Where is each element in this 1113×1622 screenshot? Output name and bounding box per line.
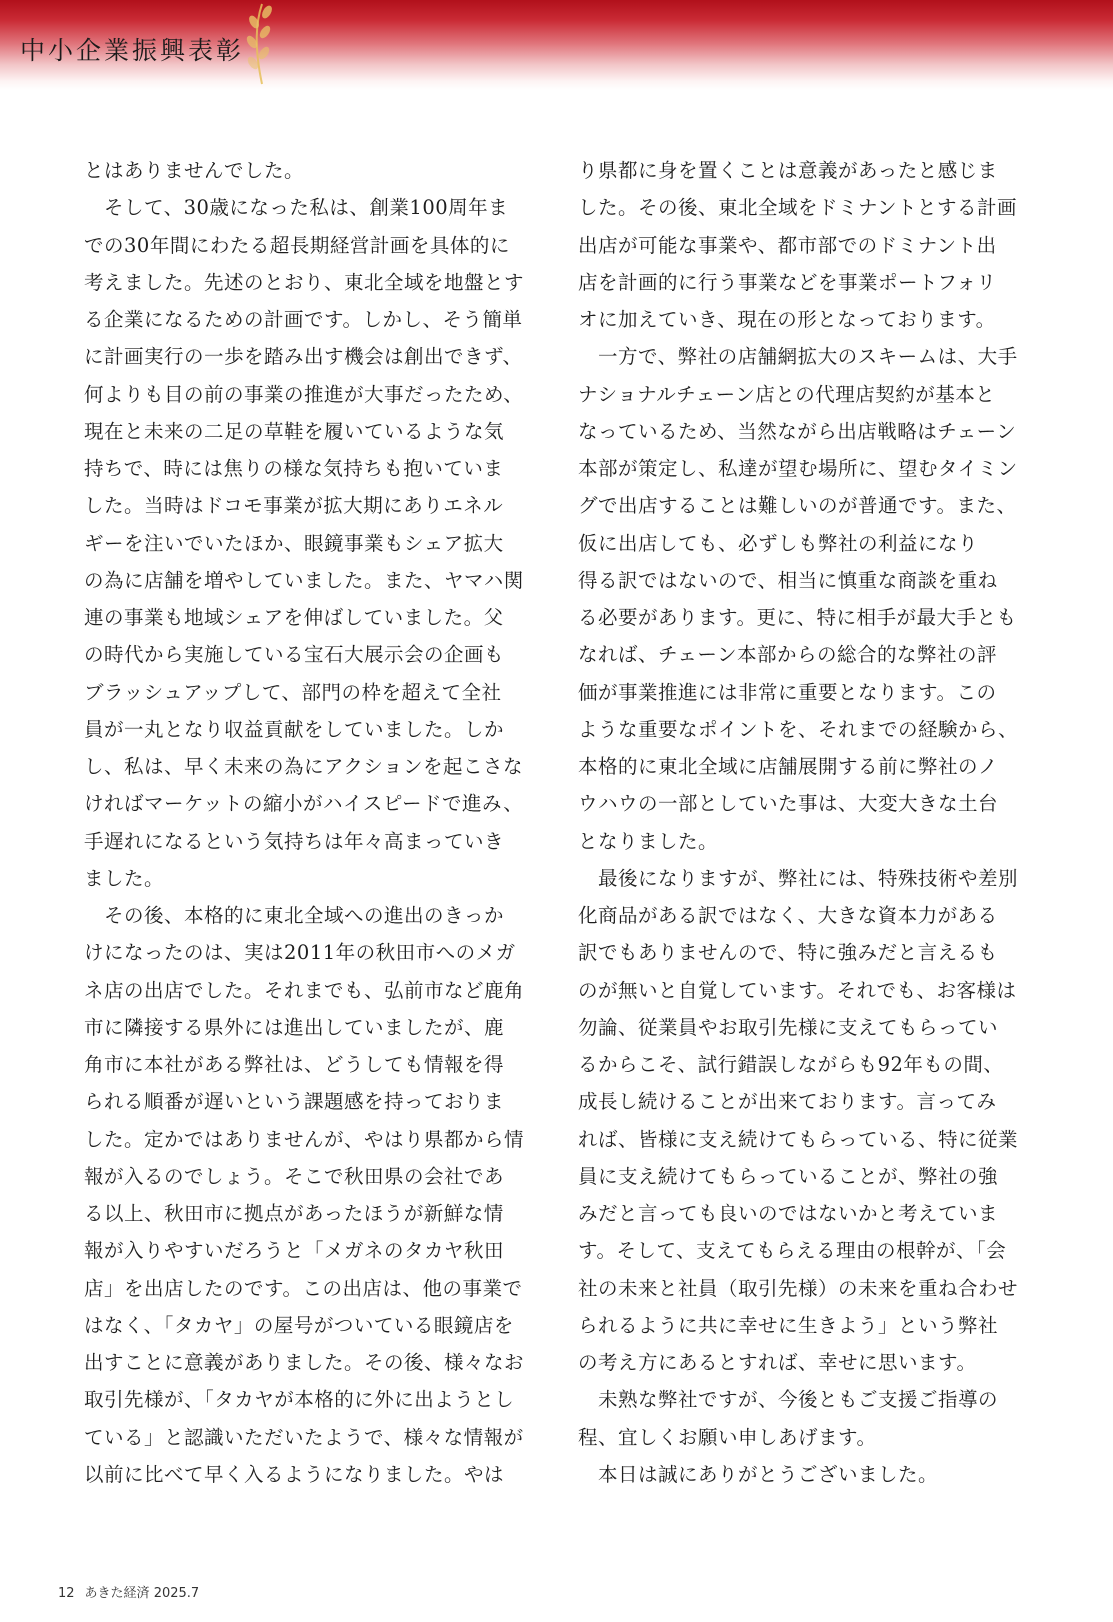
text-line: 化商品がある訳ではなく、大きな資本力がある (578, 904, 998, 927)
text-line: す。そして、支えてもらえる理由の根幹が、「会 (578, 1239, 1007, 1263)
text-line: ければマーケットの縮小がハイスピードで進み、 (84, 792, 524, 816)
text-line: ている」と認識いただいたようで、様々な情報が (84, 1425, 524, 1449)
text-line: れば、皆様に支え続けてもらっている、特に従業 (578, 1127, 1019, 1151)
text-line: に計画実行の一歩を踏み出す機会は創出できず、 (84, 345, 523, 369)
text-line: 訳でもありませんので、特に強みだと言えるも (578, 941, 998, 965)
text-line: 社の未来と社員（取引先様）の未来を重ね合わせ (578, 1276, 1019, 1300)
text-line: なれば、チェーン本部からの総合的な弊社の評 (578, 643, 998, 667)
text-line: 何よりも目の前の事業の推進が大事だったため、 (84, 382, 524, 406)
text-line: した。その後、東北全域をドミナントとする計画 (578, 196, 1018, 220)
text-line: 一方で、弊社の店舗網拡大のスキームは、大手 (578, 345, 1018, 369)
text-line: られるように共に幸せに生きよう」という弊社 (578, 1313, 999, 1337)
text-line: 出店が可能な事業や、都市部でのドミナント出 (578, 233, 997, 257)
issue-date: 2025.7 (153, 1586, 200, 1601)
text-line: 報が入りやすいだろうと「メガネのタカヤ秋田 (84, 1239, 505, 1263)
page-header (0, 0, 1113, 90)
text-line: 角市に本社がある弊社は、どうしても情報を得 (84, 1053, 505, 1076)
text-line: 市に隣接する県外には進出していましたが、鹿 (84, 1015, 505, 1039)
text-line: るからこそ、試行錯誤しながらも92年もの間、 (578, 1053, 1004, 1076)
text-line: る以上、秋田市に拠点があったほうが新鮮な情 (84, 1202, 504, 1225)
text-line: ナショナルチェーン店との代理店契約が基本と (578, 382, 996, 406)
text-line: のが無いと自覚しています。それでも、お客様は (578, 978, 1017, 1002)
text-line: した。定かではありませんが、やはり県都から情 (84, 1127, 525, 1151)
laurel-icon (232, 0, 292, 90)
text-line: 以前に比べて早く入るようになりました。やは (84, 1462, 505, 1486)
text-line: ような重要なポイントを、それまでの経験から、 (578, 717, 1019, 741)
text-line: ギーを注いでいたほか、眼鏡事業もシェア拡大 (84, 531, 504, 555)
text-line: なっているため、当然ながら出店戦略はチェーン (578, 419, 1017, 443)
text-line: ブラッシュアップして、部門の枠を超えて全社 (84, 680, 502, 704)
text-line: 連の事業も地域シェアを伸ばしていました。父 (84, 606, 504, 629)
text-line: 本格的に東北全域に店舗展開する前に弊社のノ (578, 755, 999, 778)
text-line: 持ちで、時には焦りの様な気持ちも抱いていま (84, 457, 504, 480)
text-line: 現在と未来の二足の草鞋を履いているような気 (84, 419, 505, 443)
text-line: みだと言っても良いのではないかと考えていま (578, 1202, 999, 1225)
text-line: 店」を出店したのです。この出店は、他の事業で (84, 1276, 523, 1300)
text-line: 手遅れになるという気持ちは年々高まっていき (84, 829, 505, 853)
publication-name: あきた経済 (84, 1586, 150, 1601)
text-line: 報が入るのでしょう。そこで秋田県の会社であ (84, 1164, 505, 1188)
text-line: とはありませんでした。 (84, 159, 305, 182)
text-line: 最後になりますが、弊社には、特殊技術や差別 (578, 866, 1019, 890)
text-line: ネ店の出店でした。それまでも、弘前市など鹿角 (84, 978, 525, 1002)
text-line: られる順番が遅いという課題感を持っておりま (84, 1090, 505, 1114)
text-line: 出すことに意義がありました。その後、様々なお (84, 1351, 525, 1374)
text-line: 得る訳ではないので、相当に慎重な商談を重ね (578, 568, 998, 592)
body-column-right (578, 152, 1034, 1493)
text-line: の考え方にあるとすれば、幸せに思います。 (578, 1351, 977, 1374)
text-line: る企業になるための計画です。しかし、そう簡単 (84, 308, 523, 331)
page-number: 12 (58, 1586, 75, 1601)
text-line: の時代から実施している宝石大展示会の企画も (84, 643, 505, 667)
text-line: オに加えていき、現在の形となっております。 (578, 308, 996, 331)
text-line: 仮に出店しても、必ずしも弊社の利益になり (578, 531, 979, 555)
text-line: 員が一丸となり収益貢献をしていました。しか (84, 717, 505, 741)
text-line: グで出店することは難しいのが普通です。また、 (578, 494, 1017, 518)
text-line: はなく、「タカヤ」の屋号がついている眼鏡店を (84, 1313, 514, 1337)
section-title: 中小企業振興表彰 (20, 36, 245, 65)
text-line: 取引先様が、「タカヤが本格的に外に出ようとし (84, 1388, 515, 1412)
text-line: 店を計画的に行う事業などを事業ポートフォリ (578, 270, 997, 294)
text-line: けになったのは、実は2011年の秋田市へのメガ (84, 941, 516, 965)
text-line: 未熟な弊社ですが、今後ともご支援ご指導の (578, 1388, 999, 1412)
text-line: ウハウの一部としていた事は、大変大きな土台 (578, 792, 999, 816)
text-line: ました。 (84, 866, 165, 890)
body-column-left (84, 152, 540, 1493)
text-line: り県都に身を置くことは意義があったと感じま (578, 159, 998, 182)
text-line: となりました。 (578, 829, 719, 853)
text-line: し、私は、早く未来の為にアクションを起こさな (84, 755, 524, 778)
text-line: 成長し続けることが出来ております。言ってみ (578, 1090, 997, 1114)
text-line: 本部が策定し、私達が望む場所に、望むタイミン (578, 457, 1018, 480)
text-line: した。当時はドコモ事業が拡大期にありエネル (84, 494, 504, 518)
text-line: その後、本格的に東北全域への進出のきっか (84, 904, 505, 927)
text-line: 考えました。先述のとおり、東北全域を地盤とす (84, 270, 525, 294)
text-line: 価が事業推進には非常に重要となります。この (578, 680, 997, 704)
text-line: の為に店舗を増やしていました。また、ヤマハ関 (84, 568, 524, 592)
text-line: 勿論、従業員やお取引先様に支えてもらってい (578, 1015, 999, 1039)
text-line: での30年間にわたる超長期経営計画を具体的に (84, 233, 510, 257)
text-line: る必要があります。更に、特に相手が最大手とも (578, 606, 1017, 629)
text-line: 程、宜しくお願い申しあげます。 (578, 1425, 877, 1449)
text-line: そして、30歳になった私は、創業100周年ま (84, 196, 509, 220)
text-line: 本日は誠にありがとうございました。 (578, 1462, 939, 1486)
text-line: 員に支え続けてもらっていることが、弊社の強 (578, 1164, 999, 1188)
page-footer (58, 1582, 199, 1601)
